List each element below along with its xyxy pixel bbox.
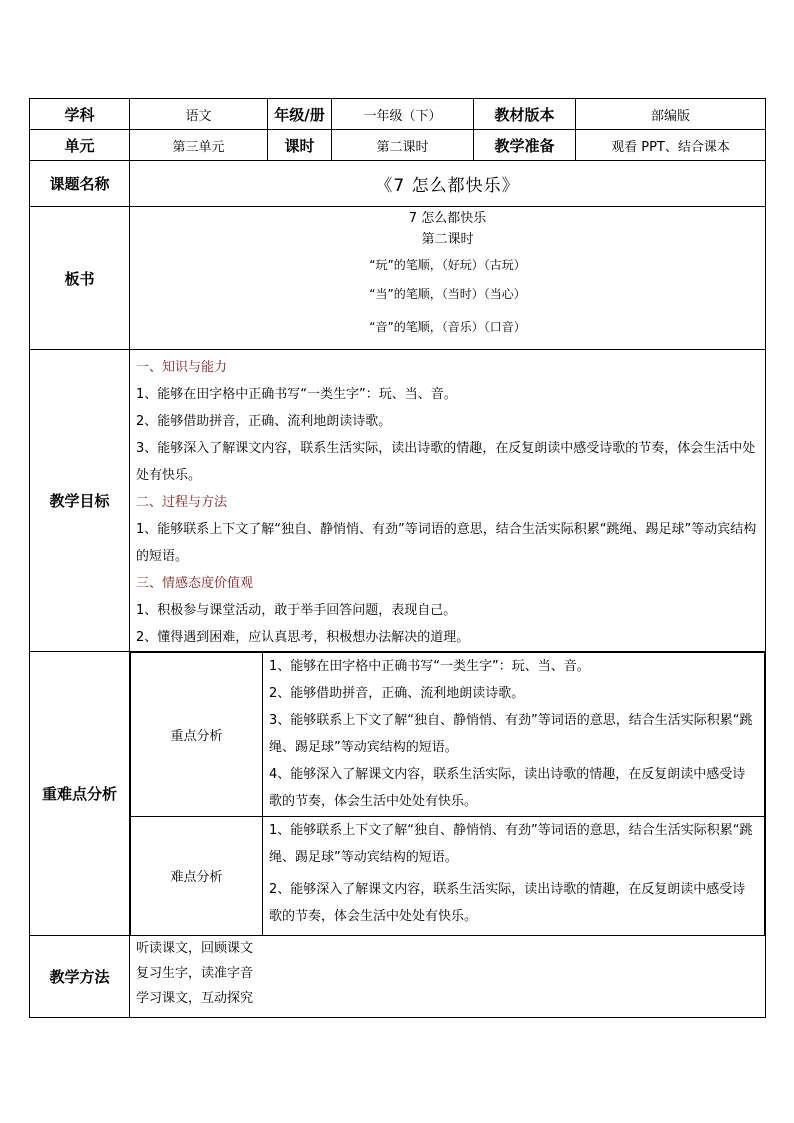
- topic-title: 《7 怎么都快乐》: [130, 161, 766, 207]
- goals-content: [130, 350, 766, 652]
- prep-value: 观看 PPT、结合课本: [576, 130, 766, 161]
- goals-row: [30, 350, 766, 652]
- grade-value: 一年级（下）: [332, 99, 474, 130]
- unit-label: 单元: [30, 130, 130, 161]
- topic-row: [30, 161, 766, 207]
- goals-section-knowledge: 一、知识与能力: [136, 360, 228, 375]
- header-row-1: [30, 99, 766, 130]
- goals-section-attitude: 三、情感态度价值观: [136, 576, 254, 591]
- goal-item: 1、能够在田字格中正确书写“一类生字”：玩、当、音。: [136, 387, 457, 402]
- board-line-wan: “玩”的笔顺，（好玩）（古玩）: [369, 258, 526, 272]
- goal-item: 3、能够深入了解课文内容，联系生活实际，读出诗歌的情趣，在反复朗读中感受诗歌的节奏，体会生活中处处有快乐。: [136, 441, 756, 483]
- methods-label: 教学方法: [30, 935, 130, 1017]
- goal-item: 1、能够联系上下文了解“独自、静悄悄、有劲”等词语的意思，结合生活实际积累“跳绳、踢足球”等动宾结构的短语。: [136, 522, 757, 564]
- analysis-row: [30, 652, 766, 936]
- analysis-label: 重难点分析: [30, 652, 130, 936]
- goals-section-process: 二、过程与方法: [136, 495, 228, 510]
- key-point-item: 3、能够联系上下文了解“独自、静悄悄、有劲”等词语的意思，结合生活实际积累“跳绳、踢足球”等动宾结构的短语。: [269, 713, 753, 755]
- edition-label: 教材版本: [474, 99, 576, 130]
- prep-label: 教学准备: [474, 130, 576, 161]
- board-line-period: 第二课时: [421, 232, 474, 247]
- edition-value: 部编版: [576, 99, 766, 130]
- difficult-point-item: 1、能够联系上下文了解“独自、静悄悄、有劲”等词语的意思，结合生活实际积累“跳绳、踢足球”等动宾结构的短语。: [269, 823, 753, 865]
- board-line-yin: “音”的笔顺，（音乐）（口音）: [369, 320, 526, 334]
- methods-row: [30, 935, 766, 1017]
- difficult-points-label: 难点分析: [131, 817, 263, 935]
- period-label: 课时: [268, 130, 332, 161]
- topic-label: 课题名称: [30, 161, 130, 207]
- method-item: 听读课文，回顾课文: [136, 940, 254, 956]
- goal-item: 1、积极参与课堂活动，敢于举手回答问题，表现自己。: [136, 603, 457, 618]
- board-label: 板书: [30, 207, 130, 350]
- difficult-points-content: [263, 817, 765, 935]
- subject-value: 语文: [130, 99, 268, 130]
- difficult-points-row: [131, 817, 765, 935]
- analysis-content: [130, 652, 766, 936]
- goal-item: 2、懂得遇到困难，应认真思考，积极想办法解决的道理。: [136, 630, 470, 645]
- key-point-item: 1、能够在田字格中正确书写“一类生字”：玩、当、音。: [269, 659, 590, 674]
- key-points-row: [131, 653, 765, 817]
- unit-value: 第三单元: [130, 130, 268, 161]
- header-row-2: [30, 130, 766, 161]
- subject-label: 学科: [30, 99, 130, 130]
- key-points-content: [263, 653, 765, 817]
- key-point-item: 4、能够深入了解课文内容，联系生活实际，读出诗歌的情趣，在反复朗读中感受诗歌的节奏，体会生活中处处有快乐。: [269, 767, 746, 809]
- method-item: 学习课文，互动探究: [136, 990, 254, 1006]
- difficult-point-item: 2、能够深入了解课文内容，联系生活实际，读出诗歌的情趣，在反复朗读中感受诗歌的节奏，体会生活中处处有快乐。: [269, 882, 746, 924]
- key-point-item: 2、能够借助拼音，正确、流利地朗读诗歌。: [269, 686, 525, 701]
- goals-label: 教学目标: [30, 350, 130, 652]
- board-line-title: 7 怎么都快乐: [408, 211, 487, 226]
- board-line-dang: “当”的笔顺，（当时）（当心）: [369, 287, 526, 301]
- lesson-plan-table: [29, 98, 766, 1018]
- analysis-inner-table: [130, 652, 765, 935]
- period-value: 第二课时: [332, 130, 474, 161]
- board-row: [30, 207, 766, 350]
- key-points-label: 重点分析: [131, 653, 263, 817]
- goal-item: 2、能够借助拼音，正确、流利地朗读诗歌。: [136, 414, 392, 429]
- method-item: 复习生字，读准字音: [136, 965, 254, 981]
- grade-label: 年级/册: [268, 99, 332, 130]
- board-content: [130, 207, 766, 350]
- methods-content: [130, 935, 766, 1017]
